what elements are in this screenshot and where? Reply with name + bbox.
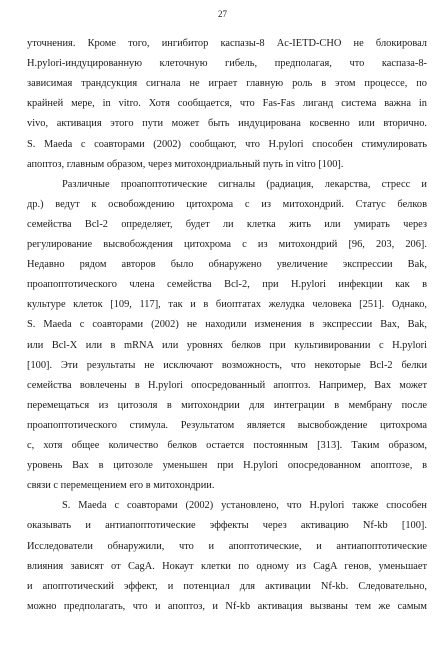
text-line: влияния зависят от CagA. Нокаут клетки по одному из CagA генов, уменьшает <box>27 560 427 572</box>
text-line: S. Maeda с соавторами (2002) не находили изменения в экспрессии Bax, Bak, <box>27 319 427 331</box>
text-line: оказывать и антиапоптотические эффекты через активацию Nf-kb [100]. <box>27 520 427 532</box>
text-line: др.) ведут к освобождению цитохрома с из митохондрий. Статус белков <box>27 198 427 210</box>
text-line: S. Maeda с соавторами (2002) установлено, что H.pylori также способен <box>62 500 427 512</box>
text-line: Недавно рядом авторов было обнаружено увеличение экспрессии Bak, <box>27 259 427 271</box>
page-number: 27 <box>218 9 227 19</box>
text-line: [100]. Эти результаты не исключают возможность, что некоторые Bcl-2 белки <box>27 359 427 371</box>
text-line: проапоптотического члена семейства Bcl-2, при H.pylori инфекции как в <box>27 279 427 291</box>
text-line: с, хотя общее количество белков остается постоянным [313]. Таким образом, <box>27 440 427 451</box>
text-line: Различные проапоптотические сигналы (радиация, лекарства, стресс и <box>62 178 427 190</box>
text-line: уточнения. Кроме того, ингибитор каспазы-8 Ac-IETD-CHO не блокировал <box>27 38 427 49</box>
text-line: уровень Bax в цитозоле уменьшен при H.pylori опосредованном апоптозе, в <box>27 460 427 472</box>
text-line: и апоптотический эффект, и потенциал для активации Nf-kb. Следовательно, <box>27 580 427 592</box>
text-line: перемещаться из цитозоля в митохондрии для интеграции в мембрану после <box>27 399 427 411</box>
text-line: семейства вовлечены в H.pylori опосредованный апоптоз. Например, Bax может <box>27 379 427 391</box>
text-line: или Bcl-X или в mRNA или уровнях белков при культивировании с H.pylori <box>27 339 427 351</box>
text-line: крайней мере, in vitro. Хотя сообщается, что Fas-Fas лиганд система важна in <box>27 98 427 110</box>
text-line: культуре клеток [109, 117], так и в биоптатах желудка человека [251]. Однако, <box>27 299 427 311</box>
text-line: апоптоз, главным образом, через митохондриальный путь in vitro [100]. <box>27 158 344 170</box>
text-line: регулирование высвобождения цитохрома с из митохондрий [96, 203, 206]. <box>27 239 427 250</box>
text-line: Исследователи обнаружили, что и апоптотические, и антиапоптотические <box>27 540 427 552</box>
text-line: vivo, активация этого пути может быть индуцирована косвенно или вторично. <box>27 118 427 130</box>
text-line: H.pylori-индуцированную клеточную гибель, предполагая, что каспаза-8- <box>27 58 427 70</box>
text-line: S. Maeda с соавторами (2002) сообщают, что H.pylori способен стимулировать <box>27 138 427 150</box>
text-line: можно предполагать, что и апоптоз, и Nf-kb активация вызваны тем же самым <box>27 600 427 612</box>
text-line: семейства Bcl-2 определяет, будет ли клетка жить или умирать через <box>27 218 427 230</box>
text-line: проапоптотического стимула. Результатом является высвобождение цитохрома <box>27 419 427 431</box>
text-line: зависимая трандсукция сигнала не играет главную роль в этом процессе, по <box>27 78 427 90</box>
text-line: связи с перемещением его в митохондрии. <box>27 480 215 492</box>
